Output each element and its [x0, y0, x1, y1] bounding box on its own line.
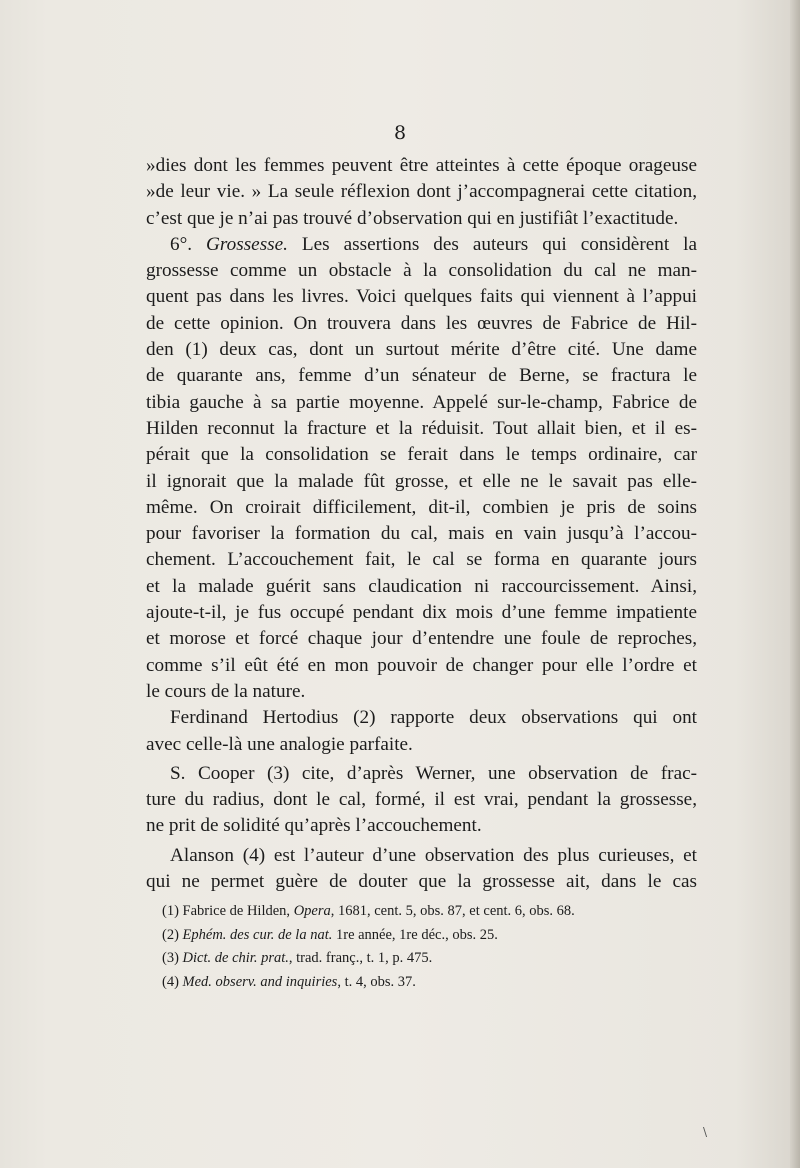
text-line [146, 521, 697, 547]
line-text: et morose et forcé chaque jour d’entendre une foule de reproches, [146, 628, 697, 650]
body-text [146, 153, 697, 895]
text-line [146, 153, 697, 179]
footnote-em: Opera [293, 903, 331, 919]
footnote-post: 1re année, 1re déc., obs. 25. [332, 926, 498, 943]
line-text: quent pas dans les livres. Voici quelques faits qui viennent à l’appui [146, 286, 697, 308]
margin-mark: \ [703, 1125, 708, 1139]
text-line [146, 284, 697, 310]
line-text: le cours de la nature. [146, 680, 306, 702]
footnote [162, 924, 682, 948]
text-line [146, 761, 697, 787]
line-text: ajoute-t-il, je fus occupé pendant dix mois d’une femme impatiente [146, 602, 697, 624]
line-text: il ignorait que la malade fût grosse, et elle ne le savait pas elle- [146, 470, 697, 492]
footnote-post: , trad. franç., t. 1, p. 475. [288, 950, 433, 967]
line-text: ture du radius, dont le cal, formé, il est vrai, pendant la grossesse, [146, 789, 697, 811]
footnote-post: , 1681, cent. 5, obs. 87, et cent. 6, obs. 68. [330, 903, 575, 919]
text-line [146, 363, 697, 389]
line-text: c’est que je n’ai pas trouvé d’observation qui en justifiât l’exactitude. [146, 207, 679, 229]
line-text: pour favoriser la formation du cal, mais en vain jusqu’à l’accou- [146, 523, 697, 545]
line-text: Alanson (4) est l’auteur d’une observation des plus curieuses, et [170, 844, 697, 866]
footnotes [162, 900, 682, 994]
line-text: avec celle-là une analogie parfaite. [146, 733, 413, 755]
text-line [146, 653, 697, 679]
text-line [146, 626, 697, 652]
footnote [162, 900, 682, 924]
text-line [146, 311, 697, 337]
line-text: même. On croirait difficilement, dit-il, combien je pris de soins [146, 496, 697, 518]
page-number: 8 [393, 122, 407, 144]
footnote [162, 971, 682, 995]
footnote-em: Ephém. des cur. de la nat. [182, 926, 333, 943]
footnote-num: (4) [162, 973, 183, 990]
footnote-post: , t. 4, obs. 37. [337, 973, 416, 990]
text-line [146, 547, 697, 573]
line-text: et la malade guérit sans claudication ni raccourcissement. Ainsi, [146, 575, 697, 597]
text-line [146, 813, 697, 839]
line-text: qui ne permet guère de douter que la grossesse ait, dans le cas [146, 871, 697, 893]
text-line [146, 495, 697, 521]
line-text: Ferdinand Hertodius (2) rapporte deux observations qui ont [170, 707, 697, 729]
footnote [162, 947, 682, 971]
section-heading: Grossesse. [206, 233, 288, 255]
line-text: chement. L’accouchement fait, le cal se forma en quarante jours [146, 549, 697, 571]
line-text: S. Cooper (3) cite, d’après Werner, une observation de frac- [170, 762, 697, 784]
line-text: de quarante ans, femme d’un sénateur de Berne, se fractura le [146, 365, 697, 387]
footnote-em: Dict. de chir. prat. [182, 950, 289, 967]
line-text: Hilden reconnut la fracture et la réduisit. Tout allait bien, et il es- [146, 417, 697, 439]
page-edge [790, 0, 800, 1168]
line-text: tibia gauche à sa partie moyenne. Appelé sur-le-champ, Fabrice de [146, 391, 697, 413]
section-number: 6°. [170, 233, 207, 255]
line-text: den (1) deux cas, dont un surtout mérite d’être cité. Une dame [146, 339, 697, 361]
text-line [146, 732, 697, 758]
text-line [146, 442, 697, 468]
text-line [146, 679, 697, 705]
footnote-num: (3) [162, 950, 183, 967]
line-text: »de leur vie. » La seule réflexion dont j’accompagnerai cette citation, [146, 181, 697, 203]
line-text: de cette opinion. On trouvera dans les œuvres de Fabrice de Hil- [146, 312, 697, 334]
text-line [146, 869, 697, 895]
footnote-pre: Fabrice de Hilden, [182, 903, 294, 919]
line-text: grossesse comme un obstacle à la consolidation du cal ne man- [146, 260, 697, 282]
footnote-num: (1) [162, 903, 183, 919]
text-line [146, 705, 697, 731]
line-text: comme s’il eût été en mon pouvoir de changer pour elle l’ordre et [146, 654, 697, 676]
text-line [146, 179, 697, 205]
line-text: ne prit de solidité qu’après l’accouchement. [146, 815, 482, 837]
text-line [146, 206, 697, 232]
text-line [146, 390, 697, 416]
text-line [146, 232, 697, 258]
footnote-num: (2) [162, 926, 183, 943]
text-line [146, 337, 697, 363]
text-line [146, 600, 697, 626]
text-line [146, 416, 697, 442]
line-text: pérait que la consolidation se ferait dans le temps ordinaire, car [146, 444, 697, 466]
text-line [146, 258, 697, 284]
line-text: Les assertions des auteurs qui considèrent la [287, 233, 697, 255]
line-text: »dies dont les femmes peuvent être atteintes à cette époque orageuse [146, 155, 697, 176]
text-line [146, 469, 697, 495]
text-line [146, 787, 697, 813]
text-line [146, 574, 697, 600]
footnote-em: Med. observ. and inquiries [182, 973, 338, 990]
text-line [146, 843, 697, 869]
